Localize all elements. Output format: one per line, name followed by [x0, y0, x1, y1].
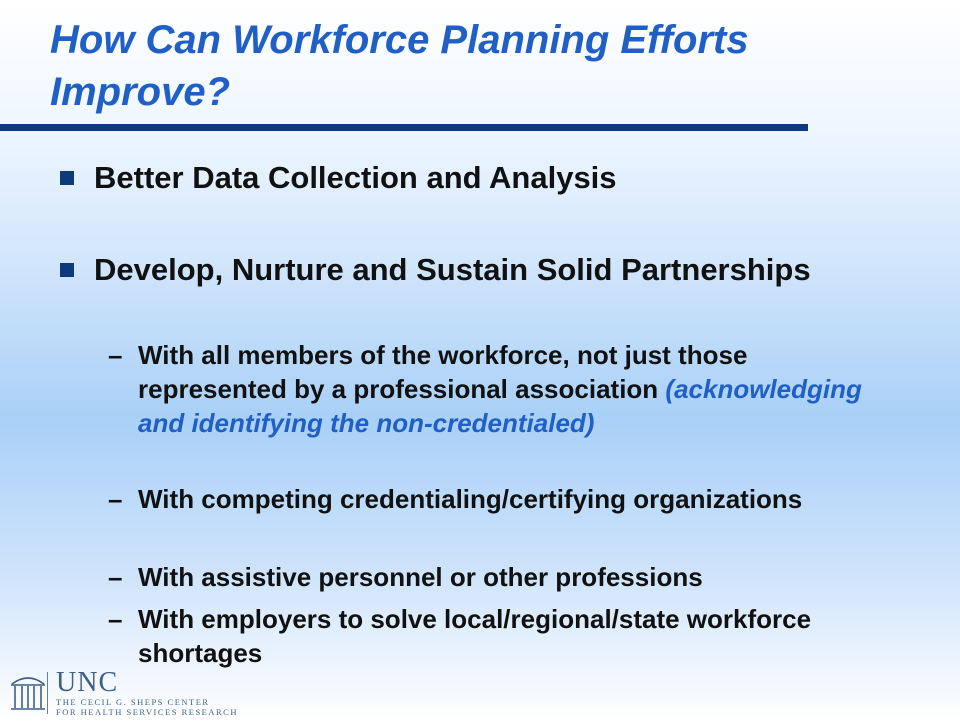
slide-title: How Can Workforce Planning Efforts Improve? — [50, 18, 749, 114]
sub-bullet-text: With competing credentialing/certifying organizations — [138, 484, 803, 514]
bullet-text: Develop, Nurture and Sustain Solid Partnerships — [94, 252, 811, 287]
bullet-item — [60, 158, 860, 198]
sub-bullet-item — [108, 602, 888, 670]
center-name-line2: FOR HEALTH SERVICES RESEARCH — [56, 707, 238, 717]
sub-bullet-item — [108, 482, 888, 516]
bullet-item — [60, 250, 860, 290]
old-well-icon — [8, 668, 48, 716]
center-name-line1: THE CECIL G. SHEPS CENTER — [56, 697, 210, 707]
sheps-center-logo — [8, 668, 238, 716]
sub-bullet-text: With employers to solve local/regional/state workforce shortages — [138, 604, 812, 668]
sub-bullet-text: With assistive personnel or other professions — [138, 562, 703, 592]
sub-bullet-text — [138, 338, 888, 440]
title-underline — [0, 124, 808, 131]
sub-bullet-main-text: With all members of the workforce, not just those represented by a professional association — [138, 340, 748, 404]
square-bullet-icon — [60, 263, 74, 277]
square-bullet-icon — [60, 171, 74, 185]
bullet-text: Better Data Collection and Analysis — [94, 160, 617, 195]
dash-marker: – — [108, 562, 123, 592]
dash-marker: – — [108, 340, 123, 370]
unc-wordmark: UNC — [56, 667, 119, 698]
sub-bullet-item — [108, 338, 888, 440]
sub-bullet-note: (acknowledging and identifying the non-credentialed) — [138, 374, 862, 438]
sub-bullet-item — [108, 560, 888, 594]
dash-marker: – — [108, 484, 123, 514]
dash-marker: – — [108, 604, 123, 634]
